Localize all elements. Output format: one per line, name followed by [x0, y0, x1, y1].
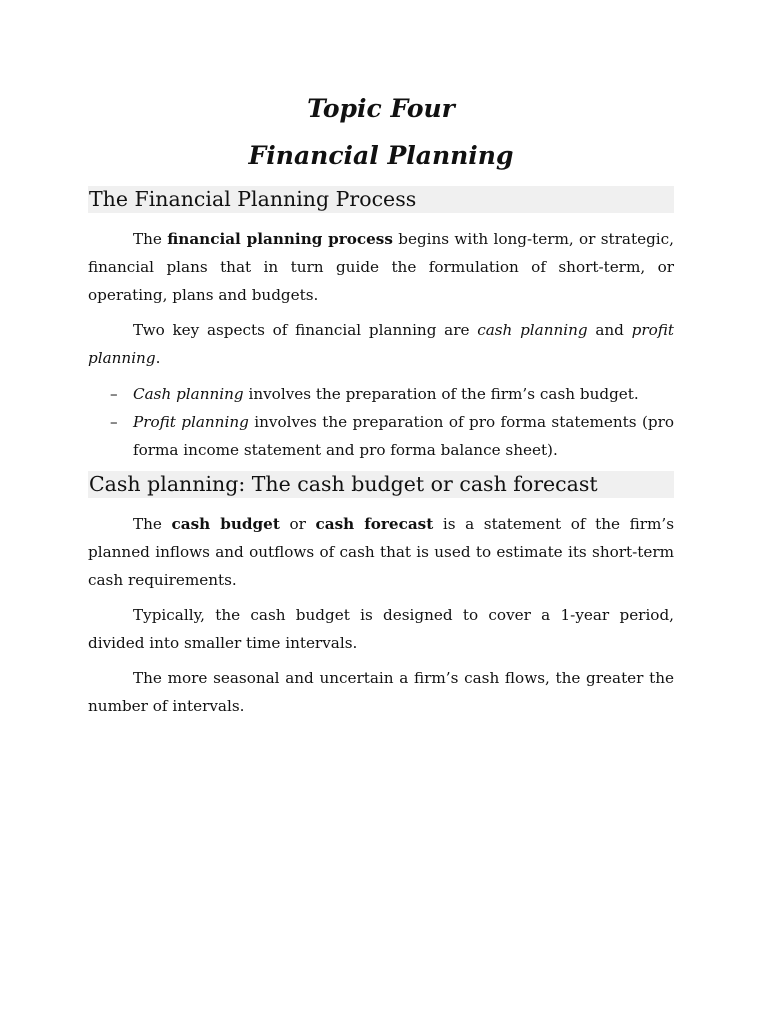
italic-term: cash planning — [477, 321, 588, 339]
paragraph-key-aspects — [88, 316, 674, 372]
dash-bullet-icon: – — [110, 413, 118, 431]
text-run: involves the preparation of pro forma statements (pro forma income statement and pro forma balance sheet). — [133, 413, 674, 459]
text-run: involves the preparation of the firm’s cash budget. — [243, 385, 639, 403]
paragraph-cash-budget-definition — [88, 510, 674, 594]
paragraph-intervals: The more seasonal and uncertain a firm’s cash flows, the greater the number of intervals. — [88, 669, 674, 715]
paragraph-planning-process — [88, 225, 674, 309]
text-run: or — [279, 515, 316, 533]
text-run: . — [155, 349, 161, 367]
bullet-list — [88, 380, 674, 464]
text-run: begins with long-term, or strategic, financial plans that in turn guide the formulation of short-term, or operating, plans and budgets. — [88, 230, 674, 304]
document-subtitle: Financial Planning — [248, 141, 514, 170]
italic-term: Profit planning — [133, 413, 249, 431]
bold-term: cash budget — [171, 515, 280, 533]
list-item — [88, 408, 674, 464]
italic-term: profit planning — [88, 321, 674, 367]
text-run: The — [133, 230, 168, 248]
text-run: Two key aspects of financial planning are — [133, 321, 478, 339]
section-heading-cash-planning: Cash planning: The cash budget or cash forecast — [88, 471, 674, 498]
dash-bullet-icon: – — [110, 385, 118, 403]
italic-term: Cash planning — [133, 385, 244, 403]
list-item — [88, 380, 674, 408]
text-run: is a statement of the firm’s planned inflows and outflows of cash that is used to estimate its short-term cash requirements. — [88, 515, 675, 589]
text-run: The — [133, 515, 172, 533]
paragraph-period: Typically, the cash budget is designed to cover a 1-year period, divided into smaller time intervals. — [88, 606, 674, 652]
document-title: Topic Four — [307, 94, 455, 123]
bold-term: financial planning process — [167, 230, 393, 248]
section-heading-financial-planning-process: The Financial Planning Process — [88, 186, 674, 213]
bold-term: cash forecast — [315, 515, 434, 533]
text-run: and — [587, 321, 632, 339]
document-page — [88, 92, 674, 720]
